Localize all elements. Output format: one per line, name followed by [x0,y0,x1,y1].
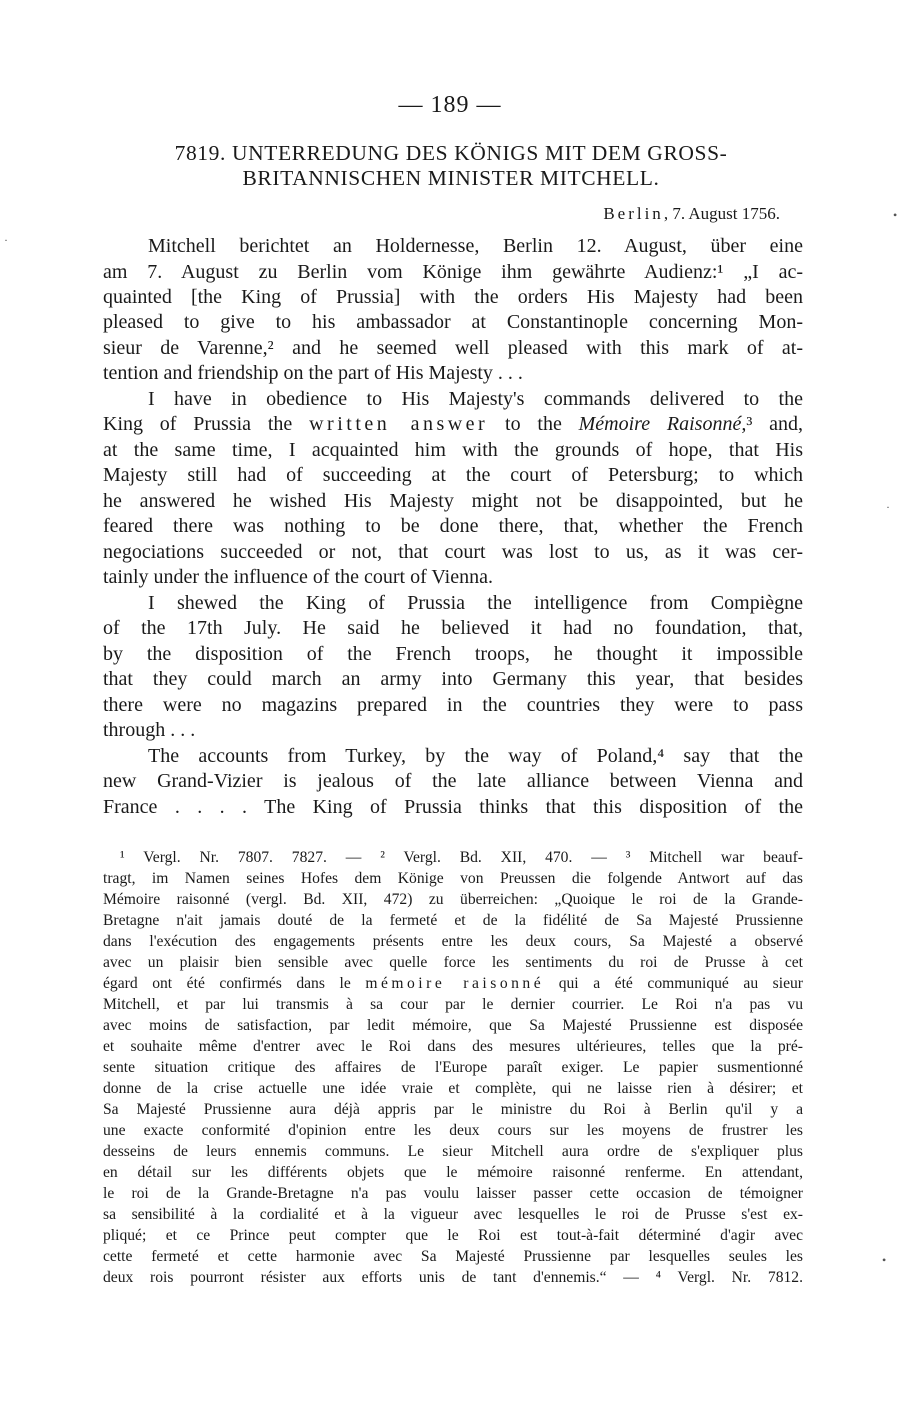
body-line-5: sieur de Varenne,² and he seemed well pleased with this mark of at- [103,337,803,359]
memoire-raisonne-title: Mémoire Raisonné, [578,413,747,435]
footnote-line-2: tragt, im Namen seines Hofes dem Könige von Preussen die folgende Antwort auf das [103,870,803,887]
page-number: — 189 — [398,92,502,118]
footnote-line-3: Mémoire raisonné (vergl. Bd. XII, 472) zu überreichen: „Quoique le roi de la Grande- [103,891,803,908]
section-heading [100,141,802,191]
body-line-14: tainly under the influence of the court of Vienna. [103,566,493,588]
emphasis-memoire-raisonne: mémoire raisonné [365,975,545,992]
heading-line-2: BRITANNISCHEN MINISTER MITCHELL. [242,166,660,190]
body-line-8-text-c: to the [488,413,579,435]
dateline-place: Berlin [603,204,664,223]
footnote-line-13: Sa Majesté Prussienne aura déjà appris par le ministre du Roi à Berlin qu'il y a [103,1101,803,1118]
scan-speck: · [886,500,890,514]
footnote-line-9: avec moins de satisfaction, par ledit mémoire, que Sa Majesté Prussienne est disposée [103,1017,803,1034]
body-line-20: through . . . [103,719,196,741]
body-line-12: feared there was nothing to be done there, that, whether the French [103,515,803,537]
scan-speck: • [882,1253,887,1267]
body-line-1: Mitchell berichtet an Holdernesse, Berlin 12. August, über eine [148,235,803,257]
body-line-7: I have in obedience to His Majesty's commands delivered to the [148,388,803,410]
footnote-line-18: sa sensibilité à la cordialité et à la vigueur avec lesquelles le roi de Prusse s'est ex- [103,1206,803,1223]
body-line-8-text-e: ³ and, [746,413,804,435]
body-line-10: Majesty still had of succeeding at the court of Petersburg; to which [103,464,803,486]
body-line-23: France . . . . The King of Prussia thinks that this disposition of the [103,796,803,818]
footnote-line-17: le roi de la Grande-Bretagne n'a pas voulu laisser passer cette occasion de témoigner [103,1185,803,1202]
body-line-22: new Grand-Vizier is jealous of the late alliance between Vienna and [103,770,803,792]
footnote-line-6: avec un plaisir bien sensible avec quelle force les sentiments du roi de Prusse à cet [103,954,803,971]
footnote-line-12: donne de la crise actuelle une idée vraie et complète, qui ne laisse rien à désirer; et [103,1080,803,1097]
footnote-line-20: cette fermeté et cette harmonie avec Sa Majesté Prussienne par lesquelles seules les [103,1248,803,1265]
body-line-13: negociations succeeded or not, that court was lost to us, as it was cer- [103,541,803,563]
footnote-line-5: dans l'exécution des engagements présents entre les deux cours, Sa Majesté a observé [103,933,803,950]
footnote-line-7 [103,975,803,993]
footnote-line-7-text-c: qui a été communiqué au sieur [544,975,803,992]
dateline-date: , 7. August 1756. [663,204,780,223]
body-line-8-text-a: King of Prussia the [103,413,310,435]
footnote-line-19: pliqué; et ce Prince peut compter que le Roi est tout-à-fait déterminé d'agir avec [103,1227,803,1244]
footnote-line-21: deux rois pourront résister aux efforts unis de tant d'ennemis.“ — ⁴ Vergl. Nr. 7812. [103,1269,803,1286]
footnote-line-4: Bretagne n'ait jamais douté de la fermeté et de la fidélité de Sa Majesté Prussienne [103,912,803,929]
body-line-3: quainted [the King of Prussia] with the orders His Majesty had been [103,286,803,308]
body-line-17: by the disposition of the French troops, he thought it impossible [103,643,803,665]
body-line-18: that they could march an army into Germany this year, that besides [103,668,803,690]
body-line-16: of the 17th July. He said he believed it had no foundation, that, [103,617,803,639]
scan-speck: • [893,208,898,222]
scan-speck: · [4,233,8,247]
footnote-line-11: sente situation critique des affaires de l'Europe paraît exiger. Le papier susmentionné [103,1059,803,1076]
body-line-4: pleased to give to his ambassador at Constantinople concerning Mon- [103,311,803,333]
footnote-line-7-text-a: égard ont été confirmés dans le [103,975,366,992]
footnote-line-16: en détail sur les différents objets que le mémoire raisonné renferme. En attendant, [103,1164,803,1181]
body-line-19: there were no magazins prepared in the countries they were to pass [103,694,803,716]
body-line-9: at the same time, I acquainted him with the grounds of hope, that His [103,439,803,461]
dateline [603,204,780,224]
footnote-line-1: ¹ Vergl. Nr. 7807. 7827. — ² Vergl. Bd. XII, 470. — ³ Mitchell war beauf- [120,849,803,866]
body-line-6: tention and friendship on the part of His Majesty . . . [103,362,523,384]
body-line-15: I shewed the King of Prussia the intelligence from Compiègne [148,592,803,614]
footnote-line-14: une exacte conformité d'opinion entre les deux cours sur les moyens de frustrer les [103,1122,803,1139]
body-line-2: am 7. August zu Berlin vom Könige ihm gewährte Audienz:¹ „I ac- [103,261,803,283]
body-line-8 [103,413,803,436]
footnote-line-15: desseins de leurs ennemis communs. Le sieur Mitchell aura ordre de s'expliquer plus [103,1143,803,1160]
emphasis-written-answer: written answer [309,413,489,435]
heading-line-1: 7819. UNTERREDUNG DES KÖNIGS MIT DEM GROSS- [174,141,728,165]
body-line-11: he answered he wished His Majesty might not be disappointed, but he [103,490,803,512]
footnote-line-10: et souhaite même d'entrer avec le Roi dans des mesures ultérieures, telles que la pré- [103,1038,803,1055]
footnote-line-8: Mitchell, et par lui transmis à sa cour par le dernier courrier. Le Roi n'a pas vu [103,996,803,1013]
body-line-21: The accounts from Turkey, by the way of Poland,⁴ say that the [148,745,803,767]
